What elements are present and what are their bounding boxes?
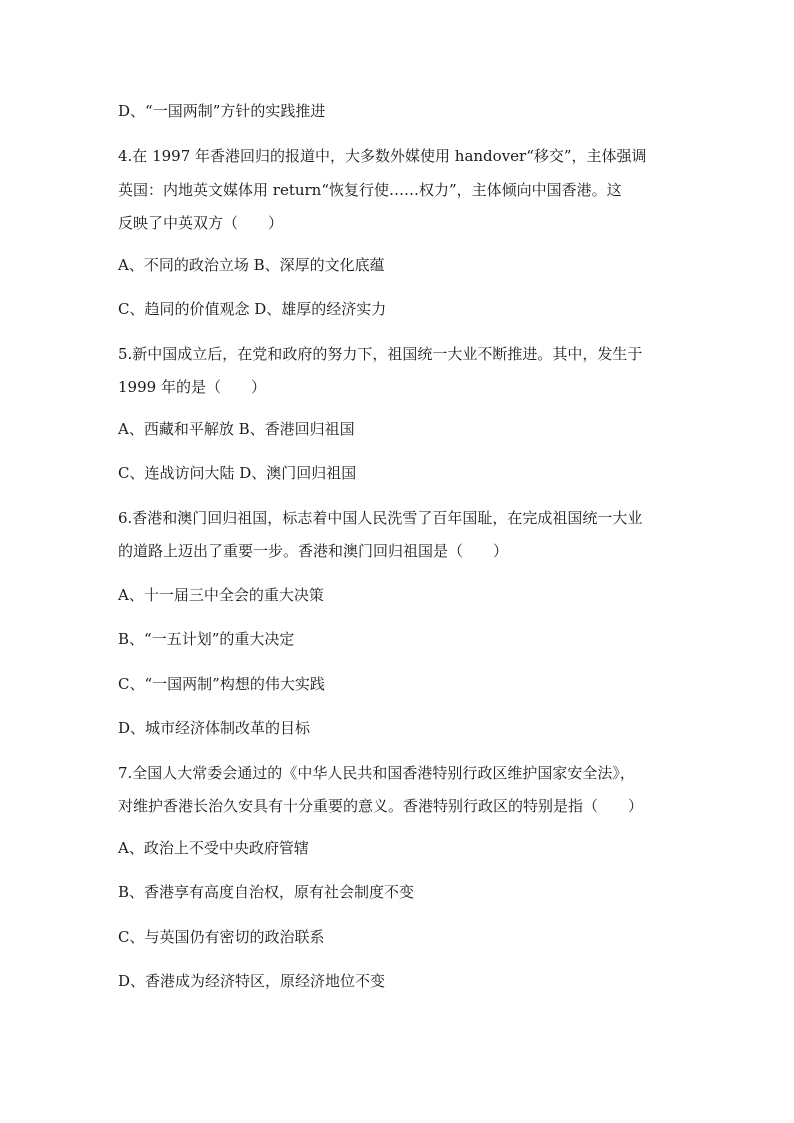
q5-stem-line-2: 1999 年的是（ ）: [118, 378, 266, 396]
q4-stem-line-2: 英国：内地英文媒体用 return“恢复行使……权力”，主体倾向中国香港。这: [118, 181, 622, 199]
q7-option-b: B、香港享有高度自治权，原有社会制度不变: [118, 883, 415, 901]
q5-options-cd: C、连战访问大陆 D、澳门回归祖国: [118, 464, 357, 482]
q5-stem-line-1: 5.新中国成立后，在党和政府的努力下，祖国统一大业不断推进。其中，发生于: [118, 345, 643, 363]
q7-stem-line-1: 7.全国人大常委会通过的《中华人民共和国香港特别行政区维护国家安全法》，: [118, 764, 635, 782]
q6-option-d: D、城市经济体制改革的目标: [118, 719, 311, 737]
q3-option-d: D、“一国两制”方针的实践推进: [118, 102, 326, 120]
q4-stem-line-1: 4.在 1997 年香港回归的报道中，大多数外媒使用 handover“移交”，主体强调: [118, 147, 647, 165]
q4-options-cd: C、趋同的价值观念 D、雄厚的经济实力: [118, 300, 387, 318]
q5-options-ab: A、西藏和平解放 B、香港回归祖国: [118, 420, 355, 438]
q6-option-c: C、“一国两制”构想的伟大实践: [118, 675, 325, 693]
q4-options-ab: A、不同的政治立场 B、深厚的文化底蕴: [118, 256, 385, 274]
q6-option-b: B、“一五计划”的重大决定: [118, 630, 295, 648]
q6-option-a: A、十一届三中全会的重大决策: [118, 586, 324, 604]
q6-stem-line-1: 6.香港和澳门回归祖国，标志着中国人民洗雪了百年国耻，在完成祖国统一大业: [118, 509, 643, 527]
q4-stem-line-3: 反映了中英双方（ ）: [118, 214, 284, 232]
q7-stem-line-2: 对维护香港长治久安具有十分重要的意义。香港特别行政区的特别是指（ ）: [118, 797, 644, 815]
q7-option-c: C、与英国仍有密切的政治联系: [118, 928, 325, 946]
q7-option-d: D、香港成为经济特区，原经济地位不变: [118, 972, 386, 990]
q6-stem-line-2: 的道路上迈出了重要一步。香港和澳门回归祖国是（ ）: [118, 542, 509, 560]
q7-option-a: A、政治上不受中央政府管辖: [118, 839, 309, 857]
